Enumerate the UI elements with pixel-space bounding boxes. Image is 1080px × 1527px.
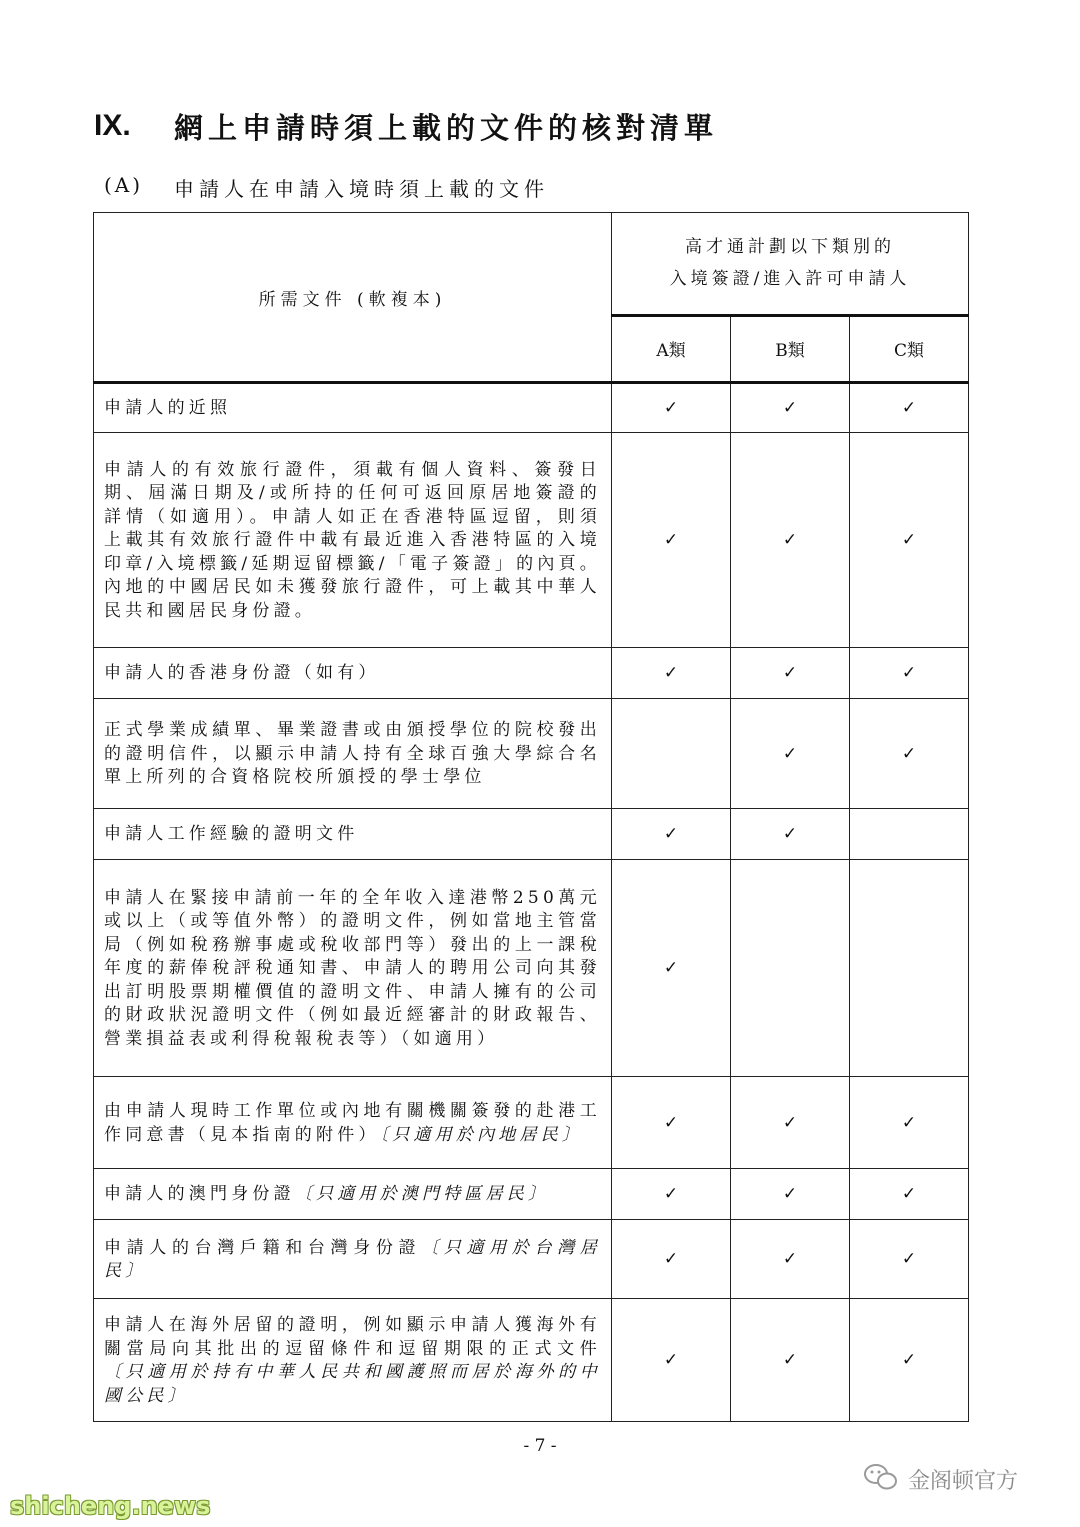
document-text: 申請人的香港身份證（如有） [104, 663, 380, 684]
document-text: 由申請人現時工作單位或內地有關機關簽發的赴港工作同意書（見本指南的附件） [104, 1101, 601, 1145]
document-text: 申請人的有效旅行證件，須載有個人資料、簽發日期、屆滿日期及/或所持的任何可返回原居地簽證的詳情（如適用）。申請人如正在香港特區逗留，則須上載其有效旅行證件中載有最近進入香港特區的入境印章/入境標籤/延期逗留標籤/「電子簽證」的內頁。內地的中國居民如未獲發旅行證件，可上載其中華人民共和國居民身份證。 [104, 459, 601, 621]
table-row [94, 699, 969, 809]
document-text: 申請人在緊接申請前一年的全年收入達港幣250萬元或以上（或等值外幣）的證明文件，例如當地主管當局（例如稅務辦事處或稅收部門等）發出的上一課稅年度的薪俸稅評稅通知書、申請人的聘用公司向其發出訂明股票期權價值的證明文件、申請人擁有的公司的財政狀況證明文件（例如最近經審計的財政報告、營業損益表或利得稅報稅表等）（如適用） [104, 887, 601, 1049]
check-cell-b: ✓ [731, 1220, 850, 1299]
category-group-header-line2: 入境簽證/進入許可申請人 [669, 269, 911, 290]
check-cell-b: ✓ [731, 1077, 850, 1169]
document-text: 申請人工作經驗的證明文件 [104, 824, 359, 845]
document-text: 申請人的近照 [104, 398, 232, 419]
category-c-header: C類 [850, 315, 969, 382]
document-text: 申請人的台灣戶籍和台灣身份證 [104, 1237, 422, 1258]
document-description [94, 809, 612, 860]
check-cell-b [731, 860, 850, 1077]
check-cell-a [612, 699, 731, 809]
check-cell-b: ✓ [731, 1299, 850, 1422]
check-cell-a: ✓ [612, 648, 731, 699]
document-description [94, 383, 612, 433]
category-b-header: B類 [731, 315, 850, 382]
check-cell-a: ✓ [612, 383, 731, 433]
check-cell-c: ✓ [850, 1299, 969, 1422]
subsection-title: 申請人在申請入境時須上載的文件 [174, 177, 549, 201]
document-text: 申請人的澳門身份證 [104, 1184, 295, 1205]
check-cell-c: ✓ [850, 1077, 969, 1169]
check-cell-a: ✓ [612, 809, 731, 860]
applicability-note: 〔只適用於內地居民〕 [379, 1124, 584, 1145]
subsection-label: (A) [104, 173, 144, 197]
table-row [94, 1077, 969, 1169]
watermark-site: shicheng.news [10, 1492, 211, 1520]
check-cell-a: ✓ [612, 433, 731, 648]
section-number: IX. [94, 109, 131, 142]
check-cell-c: ✓ [850, 1169, 969, 1220]
table-row [94, 1299, 969, 1422]
document-description [94, 860, 612, 1077]
check-cell-a: ✓ [612, 1169, 731, 1220]
category-a-header: A類 [612, 315, 731, 382]
section-title: 網上申請時須上載的文件的核對清單 [174, 110, 719, 145]
chat-bubble-icon [863, 1462, 899, 1492]
check-cell-b: ✓ [731, 699, 850, 809]
document-description [94, 1077, 612, 1169]
check-cell-a: ✓ [612, 1220, 731, 1299]
check-cell-c [850, 809, 969, 860]
check-cell-b: ✓ [731, 809, 850, 860]
check-cell-b: ✓ [731, 383, 850, 433]
document-description [94, 1169, 612, 1220]
document-checklist-table [93, 212, 969, 1422]
table-row [94, 809, 969, 860]
table-row [94, 1220, 969, 1299]
document-description [94, 1220, 612, 1299]
table-row [94, 383, 969, 433]
watermark-account: 金阁顿官方 [908, 1469, 1019, 1494]
document-description [94, 1299, 612, 1422]
section-heading [94, 104, 718, 148]
category-group-header-line1: 高才通計劃以下類別的 [685, 237, 895, 258]
table-row [94, 433, 969, 648]
applicability-note: 〔只適用於台灣居民〕 [104, 1237, 601, 1281]
document-text: 正式學業成績單、畢業證書或由頒授學位的院校發出的證明信件，以顯示申請人持有全球百強大學綜合名單上所列的合資格院校所頒授的學士學位 [104, 720, 601, 788]
check-cell-c: ✓ [850, 1220, 969, 1299]
document-text: 申請人在海外居留的證明，例如顯示申請人獲海外有關當局向其批出的逗留條件和逗留期限的正式文件 [104, 1315, 601, 1359]
subsection-heading [104, 173, 549, 202]
document-description [94, 648, 612, 699]
check-cell-b: ✓ [731, 648, 850, 699]
check-cell-a: ✓ [612, 1299, 731, 1422]
check-cell-c [850, 860, 969, 1077]
check-cell-c: ✓ [850, 648, 969, 699]
check-cell-c: ✓ [850, 383, 969, 433]
table-row [94, 1169, 969, 1220]
page-number: - 7 - [523, 1436, 557, 1456]
check-cell-b: ✓ [731, 433, 850, 648]
check-cell-a: ✓ [612, 860, 731, 1077]
check-cell-c: ✓ [850, 699, 969, 809]
category-group-header [612, 213, 969, 316]
applicability-note: 〔只適用於澳門特區居民〕 [294, 1184, 550, 1205]
check-cell-b: ✓ [731, 1169, 850, 1220]
document-description [94, 433, 612, 648]
doc-column-header: 所需文件 (軟複本) [94, 213, 612, 383]
table-row [94, 648, 969, 699]
applicability-note: 〔只適用於持有中華人民共和國護照而居於海外的中國公民〕 [104, 1362, 601, 1406]
table-row [94, 860, 969, 1077]
check-cell-a: ✓ [612, 1077, 731, 1169]
document-description [94, 699, 612, 809]
check-cell-c: ✓ [850, 433, 969, 648]
